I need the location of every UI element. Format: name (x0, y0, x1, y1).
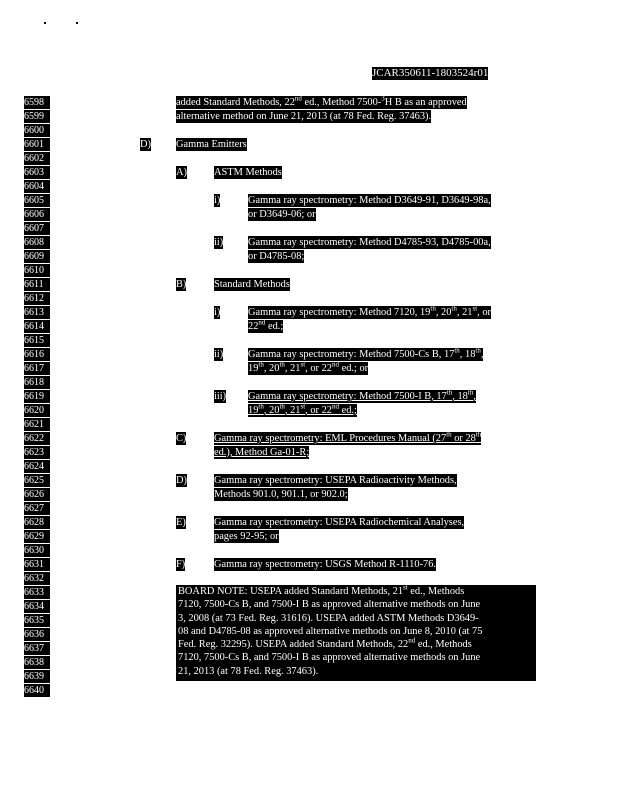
item-line: Gamma ray spectrometry: Method 7120, 19th, 20th, 21st, or (248, 304, 491, 318)
item-line-underlined: Gamma ray spectrometry: Method 7500-I B, 17th, 18th, (248, 388, 476, 402)
board-note-line: 7120, 7500-Cs B, and 7500-I B as approved alternative methods on June (178, 599, 481, 611)
item-line: 22nd ed.; (248, 318, 284, 332)
line-number: 6635 (24, 614, 50, 627)
item-num: i) (214, 307, 221, 318)
item-line: Gamma ray spectrometry: USEPA Radioactivity Methods, (214, 475, 457, 486)
item-line-underlined: Gamma ray spectrometry: EML Procedures Manual (27th or 28th (214, 430, 482, 444)
line-number: 6639 (24, 670, 50, 683)
item-line: Gamma ray spectrometry: Method D3649-91, D3649-98a, (248, 195, 491, 206)
item-line: Gamma ray spectrometry: Method D4785-93, D4785-00a, (248, 237, 491, 248)
sub-letter-d: D) (176, 475, 187, 486)
line-number: 6617 (24, 362, 50, 375)
line-number: 6614 (24, 320, 50, 333)
board-note-line: 7120, 7500-Cs B, and 7500-I B as approved alternative methods on June (178, 652, 481, 664)
line-number: 6599 (24, 110, 50, 123)
line-number: 6633 (24, 586, 50, 599)
line-number: 6612 (24, 292, 50, 305)
item-line: or D3649-06; or (248, 209, 316, 220)
item-line: or D4785-08; (248, 251, 305, 262)
line-number: 6601 (24, 138, 50, 151)
item-line-underlined: 19th, 20th, 21st, or 22nd ed.; (248, 402, 357, 416)
board-note-line: 3, 2008 (at 73 Fed. Reg. 31616). USEPA added ASTM Methods D3649- (178, 612, 479, 624)
line-number: 6634 (24, 600, 50, 613)
line-number: 6615 (24, 334, 50, 347)
line-number: 6621 (24, 418, 50, 431)
line-number: 6600 (24, 124, 50, 137)
item-line: pages 92-95; or (214, 531, 279, 542)
item-num: iii) (214, 391, 227, 402)
item-line: Gamma ray spectrometry: USEPA Radiochemical Analyses, (214, 517, 465, 528)
line-number: 6604 (24, 180, 50, 193)
line-number: 6636 (24, 628, 50, 641)
sub-title-standard: Standard Methods (214, 279, 290, 290)
board-note-line: BOARD NOTE: USEPA added Standard Methods, 21st ed., Methods (178, 583, 465, 597)
line-number: 6598 (24, 96, 50, 109)
line-number: 6605 (24, 194, 50, 207)
item-line: 19th, 20th, 21st, or 22nd ed.; or (248, 360, 369, 374)
line-number: 6619 (24, 390, 50, 403)
line-number: 6632 (24, 572, 50, 585)
top-para-line-2: alternative method on June 21, 2013 (at 78 Fed. Reg. 37463). (176, 111, 432, 122)
line-number: 6606 (24, 208, 50, 221)
line-number: 6620 (24, 404, 50, 417)
line-number: 6625 (24, 474, 50, 487)
line-number: 6640 (24, 684, 50, 697)
board-note (176, 585, 536, 681)
item-num: ii) (214, 349, 224, 360)
board-note-line: 08 and D4785-08 as approved alternative methods on June 8, 2010 (at 75 (178, 625, 483, 637)
line-number: 6608 (24, 236, 50, 249)
line-number: 6623 (24, 446, 50, 459)
section-number: D) (140, 139, 151, 150)
line-number: 6609 (24, 250, 50, 263)
line-number: 6616 (24, 348, 50, 361)
line-number: 6603 (24, 166, 50, 179)
line-number: 6607 (24, 222, 50, 235)
line-number: 6628 (24, 516, 50, 529)
line-number: 6618 (24, 376, 50, 389)
sub-letter-e: E) (176, 517, 186, 528)
item-line-underlined: ed.), Method Ga-01-R; (214, 447, 310, 458)
item-line: Methods 901.0, 901.1, or 902.0; (214, 489, 348, 500)
line-number: 6602 (24, 152, 50, 165)
board-note-line: Fed. Reg. 32295). USEPA added Standard Methods, 22nd ed., Methods (178, 636, 472, 651)
item-num: i) (214, 195, 221, 206)
sub-letter-c: C) (176, 433, 187, 444)
line-number: 6624 (24, 460, 50, 473)
sub-letter-a: A) (176, 167, 187, 178)
section-title: Gamma Emitters (176, 139, 247, 150)
item-line: Gamma ray spectrometry: USGS Method R-1110-76. (214, 559, 437, 570)
line-number: 6637 (24, 642, 50, 655)
line-number: 6630 (24, 544, 50, 557)
line-number: 6626 (24, 488, 50, 501)
sub-letter-b: B) (176, 279, 187, 290)
line-number: 6611 (24, 278, 50, 291)
top-para-line-1: added Standard Methods, 22nd ed., Method 7500-$^3$H B as an approved (176, 94, 467, 108)
sub-letter-f: F) (176, 559, 186, 570)
sub-title-astm: ASTM Methods (214, 167, 282, 178)
item-num: ii) (214, 237, 224, 248)
line-number: 6638 (24, 656, 50, 669)
line-number: 6631 (24, 558, 50, 571)
scan-speck (44, 22, 46, 24)
board-note-line: 21, 2013 (at 78 Fed. Reg. 37463). (178, 665, 319, 677)
line-number: 6627 (24, 502, 50, 515)
line-number: 6622 (24, 432, 50, 445)
line-number: 6629 (24, 530, 50, 543)
line-number: 6610 (24, 264, 50, 277)
scan-speck (76, 22, 78, 24)
item-line: Gamma ray spectrometry: Method 7500-Cs B, 17th, 18th, (248, 346, 484, 360)
line-number: 6613 (24, 306, 50, 319)
document-id: JCAR350611-1803524r01 (372, 67, 489, 79)
